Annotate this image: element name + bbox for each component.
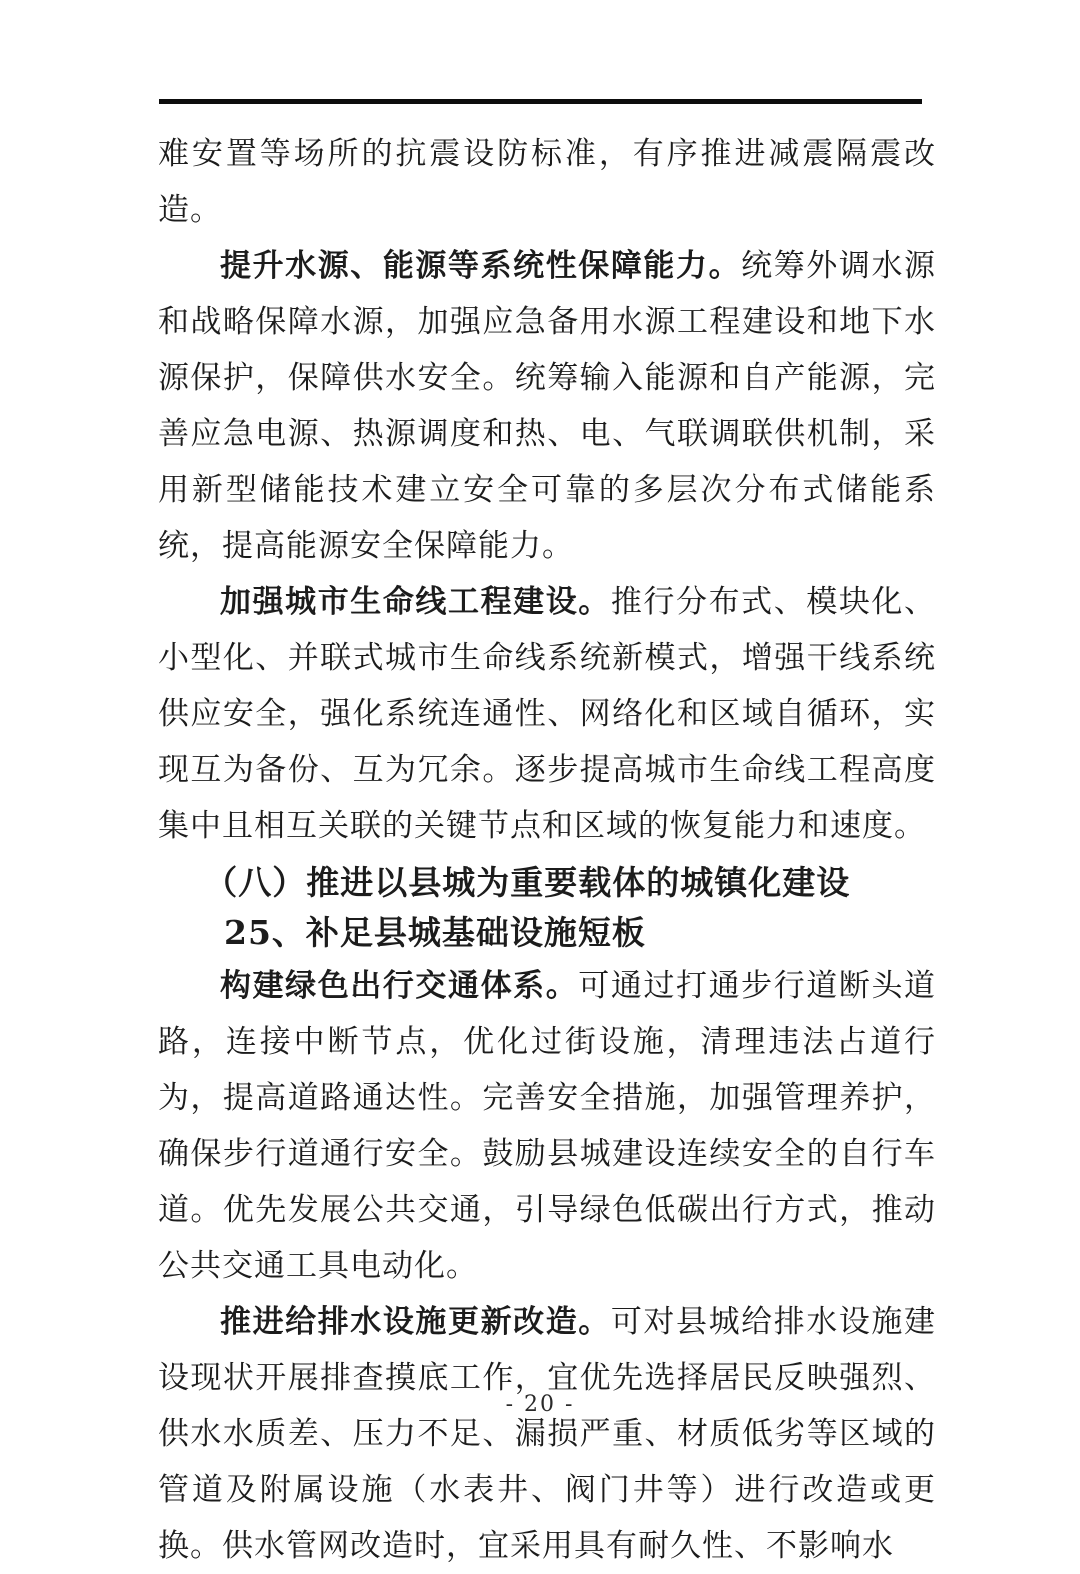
paragraph-lifeline xyxy=(158,574,936,854)
paragraph-lead: 推进给排水设施更新改造。 xyxy=(220,1304,611,1340)
page-footer xyxy=(0,1392,1080,1417)
item-heading: 25、补足县城基础设施短板 xyxy=(224,913,646,952)
paragraph-text: 可通过打通步行道断头道路，连接中断节点，优化过街设施，清理违法占道行为，提高道路通达性。完善安全措施，加强管理养护，确保步行道通行安全。鼓励县城建设连续安全的自行车道。优先发展公共交通，引导绿色低碳出行方式，推动公共交通工具电动化。 xyxy=(158,968,937,1284)
paragraph-text: 可对县城给排水设施建设现状开展排查摸底工作，宜优先选择居民反映强烈、供水水质差、压力不足、漏损严重、材质低劣等区域的管道及附属设施（水表井、阀门井等）进行改造或更换。供水管网改造时，宜采用具有耐久性、不影响水 xyxy=(158,1304,937,1564)
document-body xyxy=(158,126,936,1574)
paragraph-text: 推行分布式、模块化、小型化、并联式城市生命线系统新模式，增强干线系统供应安全，强化系统连通性、网络化和区域自循环，实现互为备份、互为冗余。逐步提高城市生命线工程高度集中且相互关联的关键节点和区域的恢复能力和速度。 xyxy=(158,584,937,844)
paragraph-lead: 提升水源、能源等系统性保障能力。 xyxy=(220,248,742,284)
paragraph-continuation: 难安置等场所的抗震设防标准，有序推进减震隔震改造。 xyxy=(158,136,936,228)
header-rule xyxy=(159,99,922,104)
paragraph-green-transport xyxy=(158,958,936,1294)
paragraph-water-drainage xyxy=(158,1294,936,1574)
page-number: - 20 - xyxy=(505,1392,575,1417)
paragraph-text: 统筹外调水源和战略保障水源，加强应急备用水源工程建设和地下水源保护，保障供水安全。统筹输入能源和自产能源，完善应急电源、热源调度和热、电、气联调联供机制，采用新型储能技术建立安全可靠的多层次分布式储能系统，提高能源安全保障能力。 xyxy=(158,248,937,564)
section-heading: （八）推进以县城为重要载体的城镇化建设 xyxy=(204,863,851,902)
paragraph-water-energy xyxy=(158,238,936,574)
paragraph-lead: 加强城市生命线工程建设。 xyxy=(220,584,611,620)
paragraph-lead: 构建绿色出行交通体系。 xyxy=(220,968,579,1004)
